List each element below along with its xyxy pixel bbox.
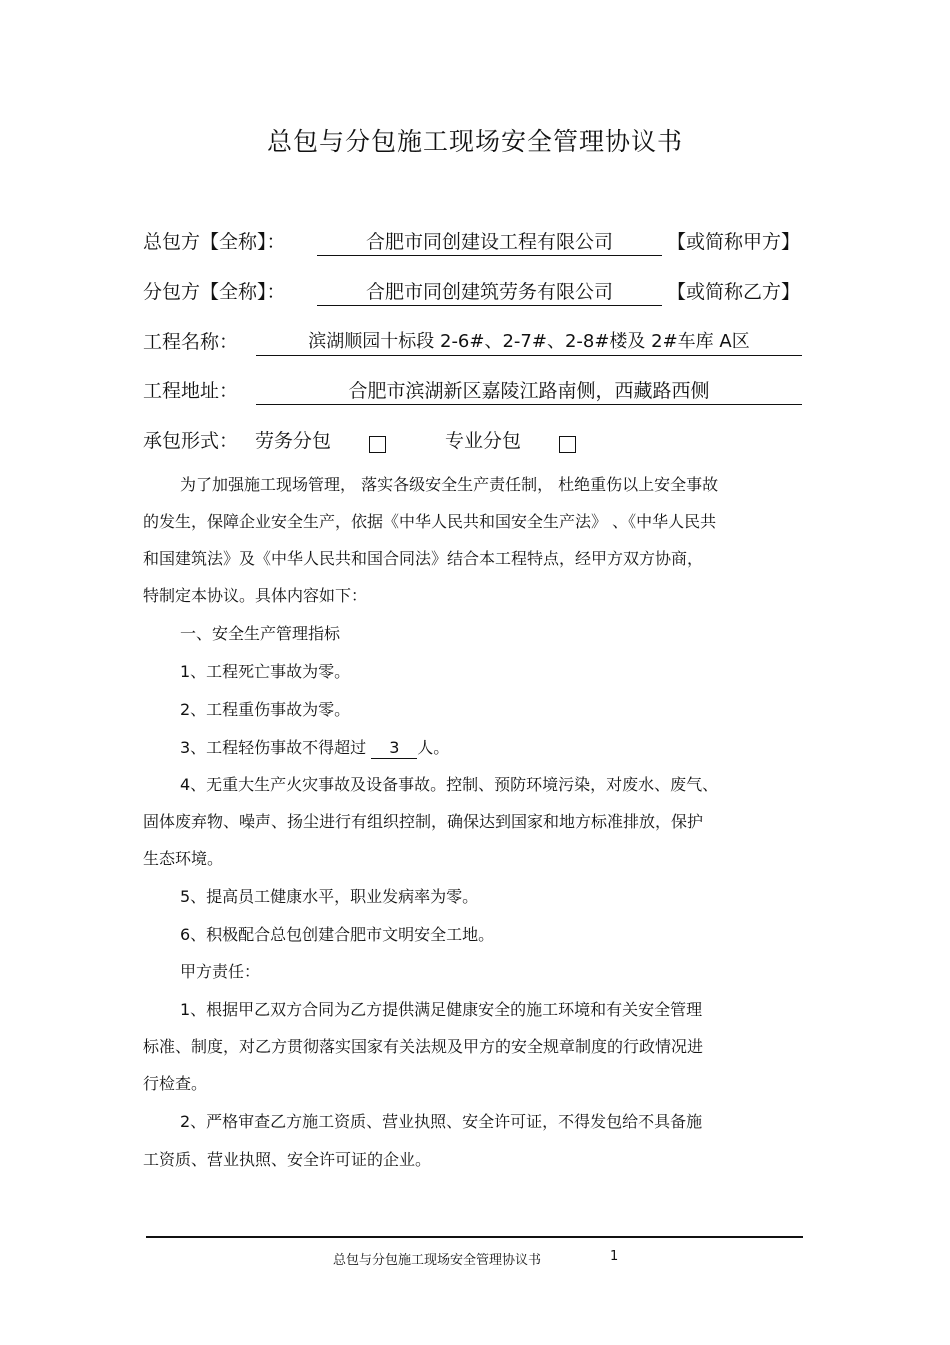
professional-subcontract-option: 专业分包 (445, 430, 522, 452)
general-contractor-suffix: 【或简称甲方】 (667, 231, 801, 253)
party-a-r2-line-1: 2、严格审查乙方施工资质、营业执照、安全许可证，不得发包给不具备施 (180, 1112, 703, 1131)
party-a-r2-line-2: 工资质、营业执照、安全许可证的企业。 (143, 1150, 432, 1169)
general-contractor-value: 合肥市同创建设工程有限公司 (317, 228, 662, 256)
item-1: 1、工程死亡事故为零。 (180, 662, 351, 681)
labor-subcontract-checkbox[interactable] (369, 432, 386, 460)
subcontractor-label: 分包方【全称】： (143, 281, 286, 303)
footer-title: 总包与分包施工现场安全管理协议书 (333, 1253, 542, 1268)
item-6: 6、积极配合总包创建合肥市文明安全工地。 (180, 925, 495, 944)
project-address-label: 工程地址： (143, 380, 239, 402)
item-5: 5、提高员工健康水平，职业发病率为零。 (180, 887, 479, 906)
contract-form-row (143, 427, 803, 455)
project-address-value: 合肥市滨湖新区嘉陵江路南侧，西藏路西侧 (256, 377, 802, 405)
contract-form-label: 承包形式： (143, 430, 239, 452)
general-contractor-label: 总包方【全称】： (143, 231, 286, 253)
page-number: 1 (610, 1249, 619, 1264)
labor-subcontract-option: 劳务分包 (255, 430, 332, 452)
project-address-row (143, 377, 803, 405)
intro-line-2: 的发生，保障企业安全生产，依据《中华人民共和国安全生产法》 、《中华人民共 (143, 512, 717, 531)
minor-injury-limit: 3 (371, 738, 417, 759)
item-2: 2、工程重伤事故为零。 (180, 700, 351, 719)
party-a-r1-line-3: 行检查。 (143, 1074, 208, 1093)
project-name-value: 滨湖顺园十标段 2-6#、2-7#、2-8#楼及 2#车库 A区 (256, 328, 802, 356)
project-name-row (143, 328, 803, 356)
intro-line-3: 和国建筑法》及《中华人民共和国合同法》结合本工程特点，经甲方双方协商， (143, 549, 704, 568)
item-4-line-3: 生态环境。 (143, 849, 224, 868)
item-3 (180, 738, 449, 759)
general-contractor-row (143, 228, 803, 256)
subcontractor-value: 合肥市同创建筑劳务有限公司 (317, 278, 662, 306)
item-4-line-2: 固体废弃物、噪声、扬尘进行有组织控制，确保达到国家和地方标准排放，保护 (143, 812, 704, 831)
party-a-r1-line-1: 1、根据甲乙双方合同为乙方提供满足健康安全的施工环境和有关安全管理 (180, 1000, 703, 1019)
document-title: 总包与分包施工现场安全管理协议书 (266, 127, 683, 156)
item-3-text: 3、工程轻伤事故不得超过 (180, 738, 367, 757)
intro-line-4: 特制定本协议。具体内容如下： (143, 586, 368, 605)
intro-line-1: 为了加强施工现场管理， 落实各级安全生产责任制， 杜绝重伤以上安全事故 (180, 475, 719, 494)
project-name-label: 工程名称： (143, 331, 239, 353)
item-4-line-1: 4、无重大生产火灾事故及设备事故。控制、预防环境污染，对废水、废气、 (180, 775, 719, 794)
subcontractor-suffix: 【或简称乙方】 (667, 281, 801, 303)
subcontractor-row (143, 278, 803, 306)
professional-subcontract-checkbox[interactable] (559, 432, 576, 460)
party-a-heading: 甲方责任： (180, 962, 261, 981)
item-3-unit: 人。 (417, 738, 450, 757)
section-heading: 一、安全生产管理指标 (180, 624, 341, 643)
party-a-r1-line-2: 标准、制度，对乙方贯彻落实国家有关法规及甲方的安全规章制度的行政情况进 (143, 1037, 704, 1056)
footer-divider (146, 1236, 803, 1238)
